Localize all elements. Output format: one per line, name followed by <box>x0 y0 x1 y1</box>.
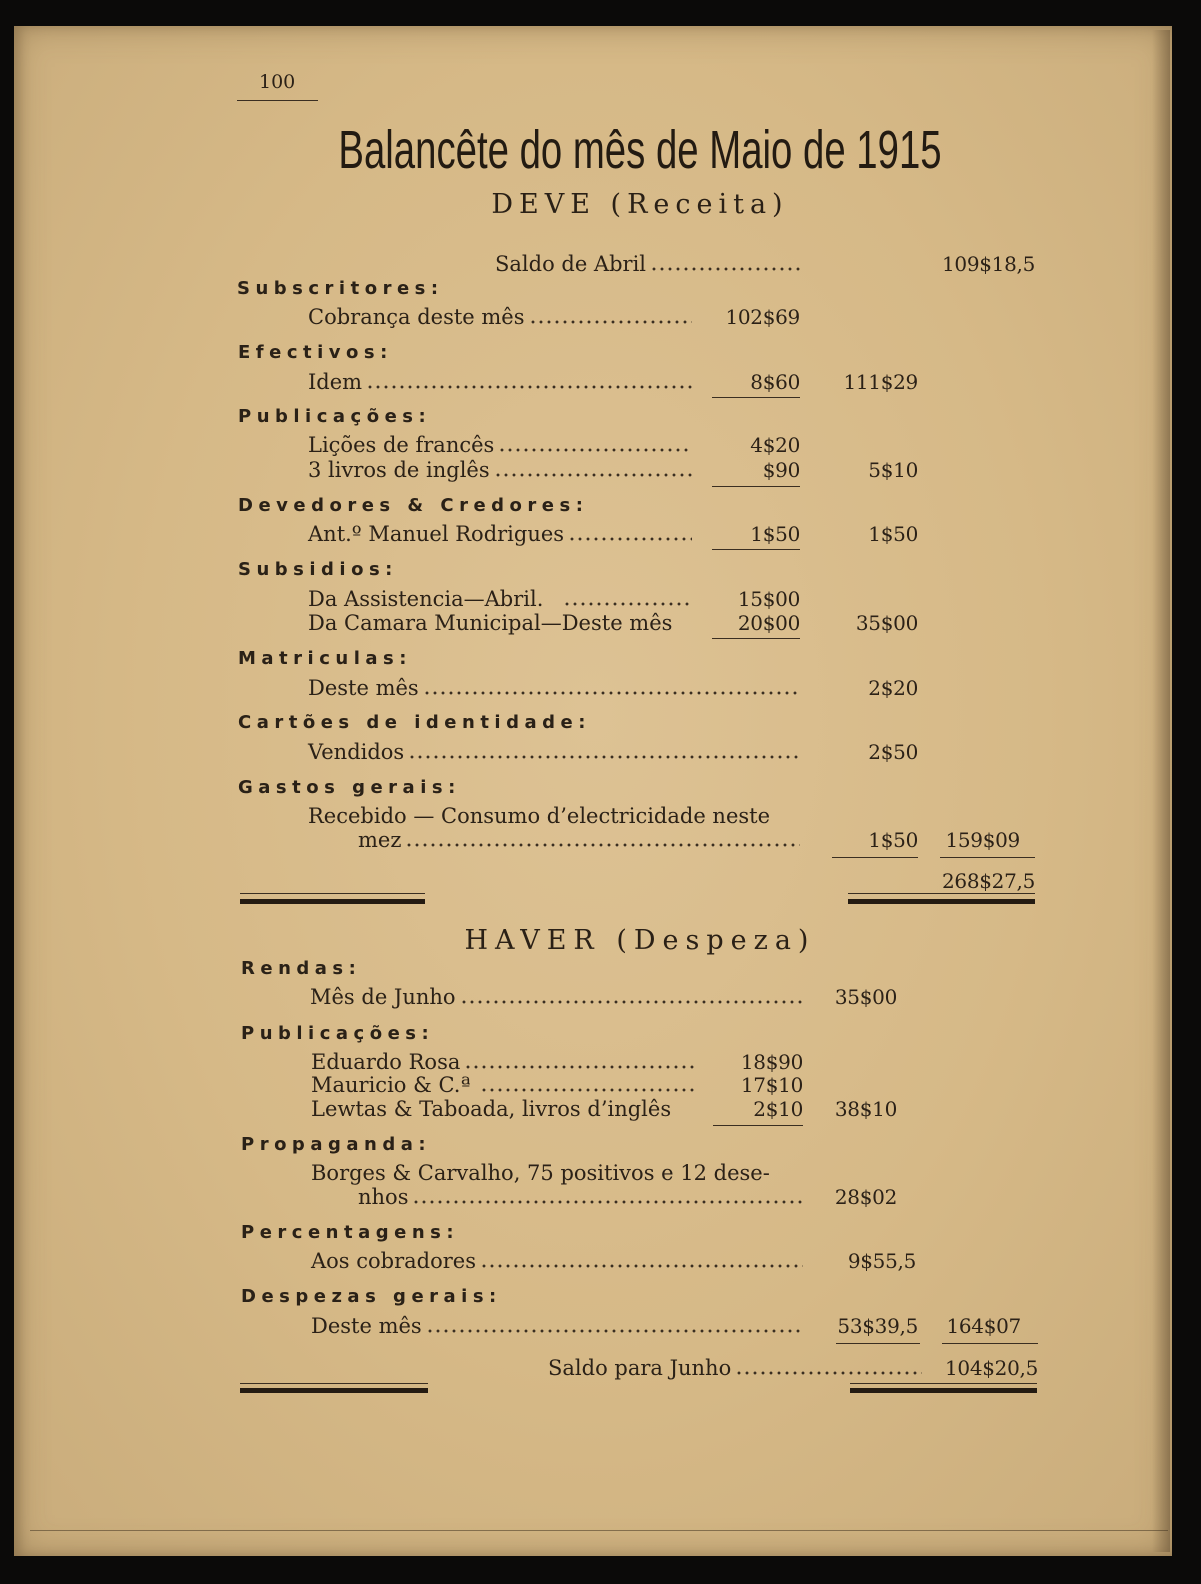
section-subtotal: 28$02 <box>834 1185 897 1209</box>
dot-leader <box>737 1371 922 1375</box>
sum-rule <box>832 857 918 858</box>
row-label: Da Camara Municipal—Deste mês <box>308 611 673 635</box>
double-rule-thin <box>850 1383 1037 1384</box>
item-amount: 2$10 <box>753 1097 803 1121</box>
sum-rule <box>712 397 800 398</box>
dot-leader <box>407 843 800 847</box>
section-heading-publicacoes-haver: Publicações: <box>241 1023 435 1044</box>
ledger-row <box>311 1313 803 1339</box>
section-subtotal: 2$50 <box>868 740 918 764</box>
row-label: Aos cobradores <box>311 1249 476 1273</box>
section-subtotal: 1$50 <box>868 828 918 852</box>
dot-leader <box>414 1200 803 1204</box>
sum-rule <box>712 638 800 639</box>
row-label: Lewtas & Taboada, livros d’inglês <box>311 1097 672 1121</box>
ledger-row <box>308 457 692 483</box>
row-label: Mês de Junho <box>310 985 456 1009</box>
double-rule-thin <box>240 1383 428 1384</box>
row-label: 3 livros de inglês <box>308 458 490 482</box>
row-label: Idem <box>308 370 363 394</box>
deve-heading: DEVE (Receita) <box>491 189 789 220</box>
ledger-row <box>308 610 708 636</box>
section-subtotal: 35$00 <box>834 985 897 1009</box>
item-amount: 4$20 <box>750 433 800 457</box>
section-heading-subsidios: Subsidios: <box>238 559 398 580</box>
section-subtotal: 35$00 <box>855 611 918 635</box>
dot-leader <box>462 1000 803 1004</box>
ledger-row <box>358 827 800 853</box>
page-number: 100 <box>259 71 296 93</box>
paper-edge-shadow <box>1152 30 1170 1552</box>
ledger-row <box>308 675 800 701</box>
double-rule-thick <box>240 899 425 904</box>
expenses-total: 164$07 <box>946 1314 1021 1338</box>
section-subtotal: 5$10 <box>868 458 918 482</box>
ledger-row <box>311 1096 711 1122</box>
ledger-row <box>308 521 692 547</box>
section-heading-gastos-gerais: Gastos gerais: <box>238 777 461 798</box>
double-rule-thin <box>848 893 1035 894</box>
row-label: Borges & Carvalho, 75 positivos e 12 dese- <box>311 1161 770 1185</box>
ledger-row <box>308 369 692 395</box>
section-subtotal: 2$20 <box>868 676 918 700</box>
section-subtotal: 9$55,5 <box>847 1249 916 1273</box>
row-label: Saldo de Abril <box>495 252 647 276</box>
section-subtotal: 53$39,5 <box>837 1314 918 1338</box>
page-number-rule <box>237 100 318 101</box>
dot-leader <box>368 385 692 389</box>
double-rule-thick <box>848 899 1035 904</box>
double-rule-thick <box>240 1388 428 1393</box>
item-amount: 8$60 <box>750 370 800 394</box>
paper-bottom-crease <box>30 1530 1168 1531</box>
ledger-row <box>358 1184 803 1210</box>
dot-leader <box>425 691 800 695</box>
section-heading-rendas: Rendas: <box>241 958 362 979</box>
item-amount: 15$00 <box>737 587 800 611</box>
ledger-row-saldo-abril <box>495 251 800 277</box>
item-amount: $90 <box>762 458 800 482</box>
sum-rule <box>713 1125 803 1126</box>
saldo-junho-total: 104$20,5 <box>944 1356 1038 1380</box>
row-label: Recebido — Consumo d’electricidade neste <box>308 804 771 828</box>
item-amount: 17$10 <box>740 1073 803 1097</box>
section-heading-publicacoes: Publicações: <box>238 406 432 427</box>
row-label: Da Assistencia—Abril. <box>308 587 544 611</box>
row-label: Deste mês <box>311 1314 422 1338</box>
ledger-row <box>311 1248 803 1274</box>
sum-rule <box>712 486 800 487</box>
section-heading-propaganda: Propaganda: <box>241 1134 432 1155</box>
item-amount: 102$69 <box>725 305 800 329</box>
section-heading-matriculas: Matriculas: <box>238 648 412 669</box>
double-rule-thick <box>850 1388 1037 1393</box>
ledger-row <box>311 1160 811 1186</box>
row-label: Deste mês <box>308 676 419 700</box>
section-subtotal: 1$50 <box>868 522 918 546</box>
dot-leader <box>410 755 800 759</box>
dot-leader <box>482 1264 803 1268</box>
row-label: Mauricio & C.ª <box>311 1073 471 1097</box>
section-heading-cartoes: Cartões de identidade: <box>238 712 591 733</box>
section-heading-devedores-credores: Devedores & Credores: <box>238 495 589 516</box>
sum-rule <box>942 1343 1038 1344</box>
double-rule-thin <box>240 893 425 894</box>
row-label: Eduardo Rosa <box>311 1050 461 1074</box>
saldo-abril-total: 109$18,5 <box>941 252 1035 276</box>
section-heading-efectivos: Efectivos: <box>238 342 393 363</box>
row-label: Cobrança deste mês <box>308 305 525 329</box>
item-amount: 1$50 <box>750 522 800 546</box>
dot-leader <box>428 1329 803 1333</box>
row-label: Saldo para Junho <box>548 1356 732 1380</box>
ledger-row <box>308 432 692 458</box>
haver-heading: HAVER (Despeza) <box>464 925 816 956</box>
sum-rule <box>712 549 800 550</box>
item-amount: 20$00 <box>737 611 800 635</box>
row-label: nhos <box>358 1185 409 1209</box>
section-heading-despezas-gerais: Despezas gerais: <box>241 1286 502 1307</box>
section-subtotal: 111$29 <box>843 370 918 394</box>
row-label: mez <box>358 828 402 852</box>
row-label: Ant.º Manuel Rodrigues <box>308 522 565 546</box>
ledger-row <box>308 803 808 829</box>
sum-rule <box>836 1343 920 1344</box>
grand-total: 268$27,5 <box>941 869 1035 893</box>
section-subtotal: 38$10 <box>834 1097 897 1121</box>
ledger-row <box>308 739 800 765</box>
row-label: Vendidos <box>308 740 405 764</box>
page-title: Balancête do mês de Maio de 1915 <box>338 120 942 180</box>
section-heading-subscritores: Subscritores: <box>237 278 444 299</box>
dot-leader <box>466 1065 695 1069</box>
item-amount: 18$90 <box>740 1050 803 1074</box>
ledger-row <box>310 984 803 1010</box>
receipts-total: 159$09 <box>945 828 1020 852</box>
ledger-row <box>308 304 692 330</box>
dot-leader <box>652 267 800 271</box>
ledger-row-saldo-junho <box>548 1355 922 1381</box>
sum-rule <box>940 857 1035 858</box>
row-label: Lições de francês <box>308 433 495 457</box>
ledger-row <box>308 586 692 612</box>
section-heading-percentagens: Percentagens: <box>241 1222 460 1243</box>
ledger-row <box>311 1072 695 1098</box>
